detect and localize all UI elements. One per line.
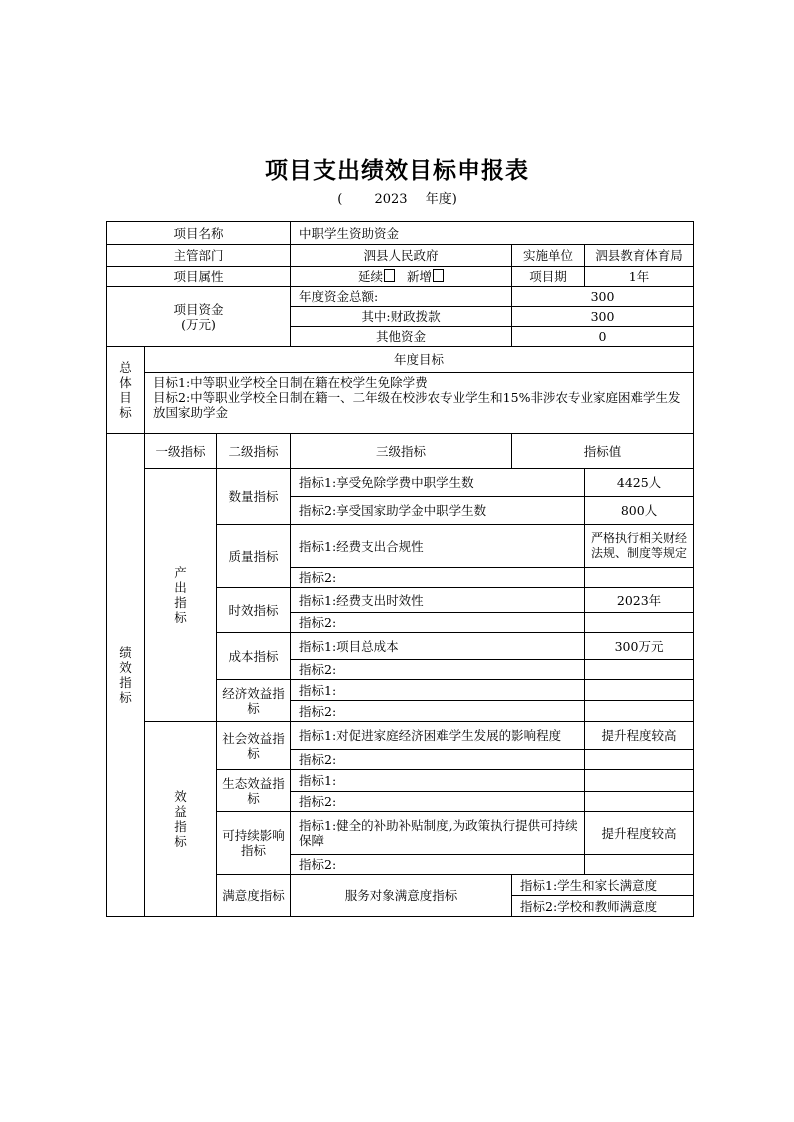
timeliness-value-2 (585, 613, 694, 633)
period-value: 1年 (585, 267, 694, 287)
project-name-label: 项目名称 (107, 222, 291, 245)
economic-indicator-label: 经济效益指标 (217, 680, 291, 722)
attr-continue-label: 延续 (358, 269, 384, 284)
quality-indicator-label: 质量指标 (217, 525, 291, 588)
economic-value-1 (585, 680, 694, 701)
quantity-indicator-2: 指标2:享受国家助学金中职学生数 (291, 497, 585, 525)
ecological-indicator-label: 生态效益指标 (217, 770, 291, 812)
ecological-value-2 (585, 792, 694, 812)
impl-value: 泗县教育体育局 (585, 245, 694, 267)
fund-unit: (万元) (181, 316, 216, 332)
quality-value-1: 严格执行相关财经法规、制度等规定 (585, 525, 694, 568)
economic-value-2 (585, 701, 694, 722)
year-open: ( (337, 192, 343, 207)
year-suffix: 年度) (425, 192, 457, 207)
economic-indicator-1: 指标1: (291, 680, 585, 701)
total-value: 300 (512, 287, 694, 307)
quality-indicator-1: 指标1:经费支出合规性 (291, 525, 585, 568)
goal-2: 目标2:中等职业学校全日制在籍一、二年级在校涉农专业学生和15%非涉农专业家庭困难学生发放国家助学金 (153, 390, 681, 420)
quantity-indicator-label: 数量指标 (217, 469, 291, 525)
cost-indicator-label: 成本指标 (217, 633, 291, 680)
social-indicator-label: 社会效益指标 (217, 722, 291, 770)
timeliness-indicator-1: 指标1:经费支出时效性 (291, 588, 585, 613)
dept-label: 主管部门 (107, 245, 291, 267)
total-label: 年度资金总额: (291, 287, 512, 307)
satisfaction-indicator-label: 满意度指标 (217, 875, 291, 917)
year-line (0, 188, 794, 207)
cost-value-2 (585, 660, 694, 680)
sustainable-indicator-label: 可持续影响指标 (217, 812, 291, 875)
social-indicator-1: 指标1:对促进家庭经济困难学生发展的影响程度 (291, 722, 585, 750)
cost-value-1: 300万元 (585, 633, 694, 660)
continue-checkbox[interactable] (384, 269, 395, 282)
economic-indicator-2: 指标2: (291, 701, 585, 722)
ecological-indicator-2: 指标2: (291, 792, 585, 812)
fiscal-value: 300 (512, 307, 694, 327)
sustainable-value-1: 提升程度较高 (585, 812, 694, 855)
table-row (107, 469, 694, 497)
year-value: 2023 (374, 192, 408, 207)
performance-table (106, 221, 694, 917)
benefit-indicator-label: 效 益 指 标 (145, 722, 217, 917)
quality-value-2 (585, 568, 694, 588)
satisfaction-indicator-1: 指标1:学生和家长满意度 (512, 875, 694, 896)
social-indicator-2: 指标2: (291, 750, 585, 770)
annual-goal-header: 年度目标 (145, 347, 694, 373)
timeliness-indicator-label: 时效指标 (217, 588, 291, 633)
ecological-indicator-1: 指标1: (291, 770, 585, 792)
row-indicator-header (107, 434, 694, 469)
new-checkbox[interactable] (433, 269, 444, 282)
fund-label: 项目资金 (173, 301, 224, 317)
header-level3: 三级指标 (291, 434, 512, 469)
other-value: 0 (512, 327, 694, 347)
overall-goal-label: 总 体 目 标 (107, 347, 145, 434)
sustainable-indicator-1: 指标1:健全的补助补贴制度,为政策执行提供可持续保障 (291, 812, 585, 855)
timeliness-value-1: 2023年 (585, 588, 694, 613)
header-value: 指标值 (512, 434, 694, 469)
page-title: 项目支出绩效目标申报表 (265, 157, 529, 184)
header-level2: 二级指标 (217, 434, 291, 469)
performance-indicator-label: 绩 效 指 标 (107, 434, 145, 917)
sustainable-value-2 (585, 855, 694, 875)
period-label: 项目期 (512, 267, 585, 287)
quantity-indicator-1: 指标1:享受免除学费中职学生数 (291, 469, 585, 497)
cost-indicator-2: 指标2: (291, 660, 585, 680)
row-goal-text (107, 373, 694, 434)
fund-label-cell (107, 287, 291, 347)
goal-text-cell (145, 373, 694, 434)
goal-1: 目标1:中等职业学校全日制在籍在校学生免除学费 (153, 375, 428, 390)
cost-indicator-1: 指标1:项目总成本 (291, 633, 585, 660)
impl-label: 实施单位 (512, 245, 585, 267)
other-label: 其他资金 (291, 327, 512, 347)
dept-value: 泗县人民政府 (291, 245, 512, 267)
row-fund-total (107, 287, 694, 307)
output-indicator-label: 产 出 指 标 (145, 469, 217, 722)
row-goal-header (107, 347, 694, 373)
quantity-value-1: 4425人 (585, 469, 694, 497)
row-project-name (107, 222, 694, 245)
row-attribute (107, 267, 694, 287)
quality-indicator-2: 指标2: (291, 568, 585, 588)
quantity-value-2: 800人 (585, 497, 694, 525)
attr-options (291, 267, 512, 287)
service-satisfaction-label: 服务对象满意度指标 (291, 875, 512, 917)
social-value-2 (585, 750, 694, 770)
social-value-1: 提升程度较高 (585, 722, 694, 750)
fiscal-label: 其中:财政拨款 (291, 307, 512, 327)
satisfaction-indicator-2: 指标2:学校和教师满意度 (512, 896, 694, 917)
sustainable-indicator-2: 指标2: (291, 855, 585, 875)
attr-new-label: 新增 (406, 269, 432, 284)
timeliness-indicator-2: 指标2: (291, 613, 585, 633)
ecological-value-1 (585, 770, 694, 792)
table-row (107, 722, 694, 750)
project-name-value: 中职学生资助资金 (291, 222, 694, 245)
attr-label: 项目属性 (107, 267, 291, 287)
header-level1: 一级指标 (145, 434, 217, 469)
row-department (107, 245, 694, 267)
